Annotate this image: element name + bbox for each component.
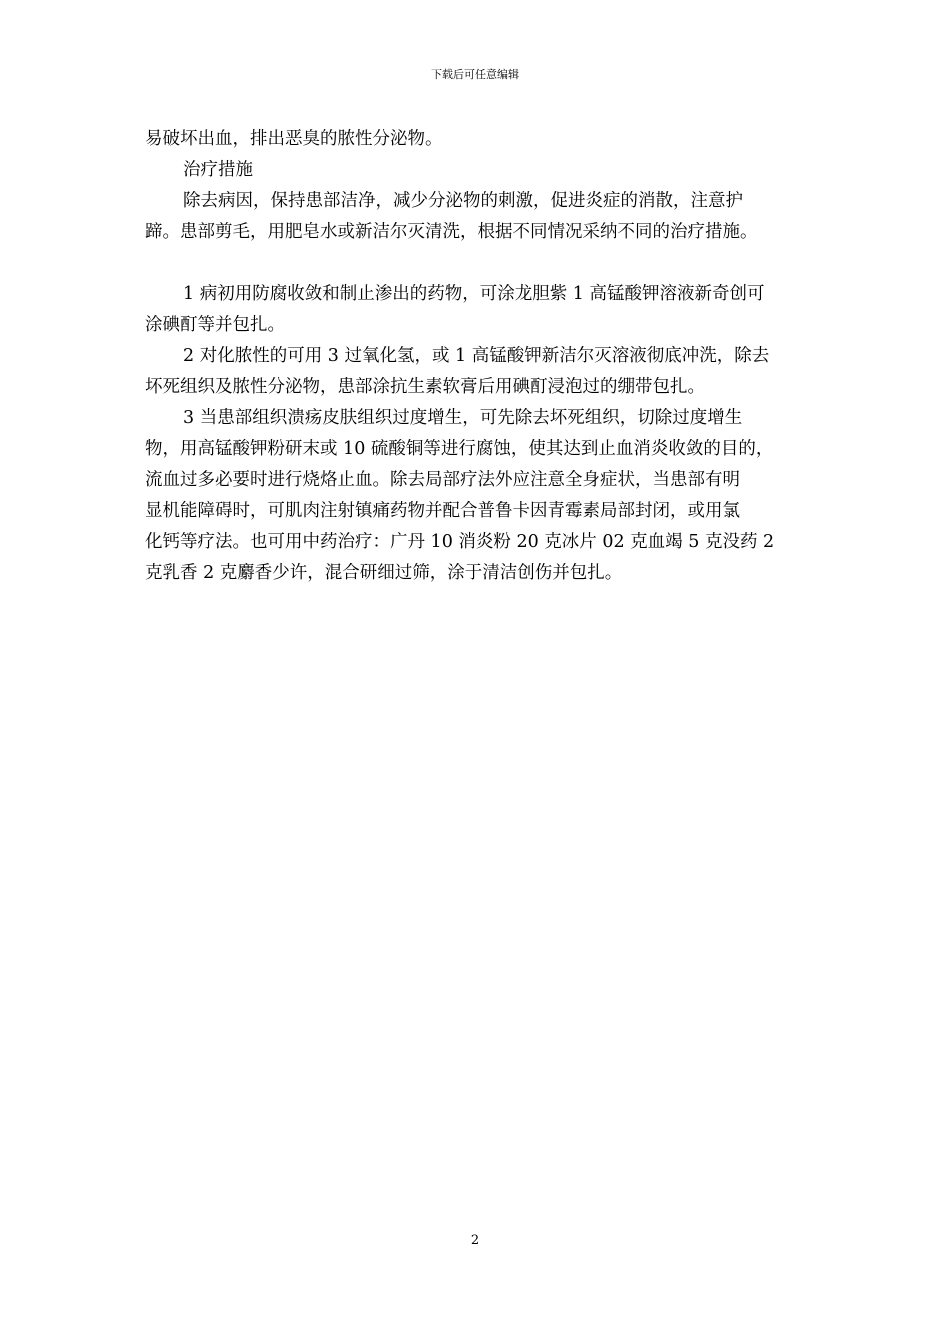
text-line: 蹄。患部剪毛，用肥皂水或新洁尔灭清洗，根据不同情况采纳不同的治疗措施。: [145, 222, 758, 242]
text-line: 3 当患部组织溃疡皮肤组织过度增生，可先除去坏死组织，切除过度增生: [183, 408, 743, 428]
paragraph-spacer: [145, 248, 827, 279]
text-line: 流血过多必要时进行烧烙止血。除去局部疗法外应注意全身症状，当患部有明: [145, 470, 740, 490]
text-line: 物，用高锰酸钾粉研末或 10 硫酸铜等进行腐蚀，使其达到止血消炎收敛的目的，: [145, 439, 774, 459]
text-line: 易破坏出血，排出恶臭的脓性分泌物。: [145, 129, 443, 149]
section-heading: 治疗措施: [183, 160, 253, 180]
text-line: 化钙等疗法。也可用中药治疗：广丹 10 消炎粉 20 克冰片 02 克血竭 5 克没药 2: [145, 532, 775, 552]
text-line: 2 对化脓性的可用 3 过氧化氢，或 1 高锰酸钾新洁尔灭溶液彻底冲洗，除去: [183, 346, 770, 366]
text-line: 1 病初用防腐收敛和制止渗出的药物，可涂龙胆紫 1 高锰酸钾溶液新奇创可: [183, 284, 765, 304]
text-line: 除去病因，保持患部洁净，减少分泌物的刺激，促进炎症的消散，注意护: [183, 191, 743, 211]
text-line: 坏死组织及脓性分泌物，患部涂抗生素软膏后用碘酊浸泡过的绷带包扎。: [145, 377, 705, 397]
text-line: 克乳香 2 克麝香少许，混合研细过筛，涂于清洁创伤并包扎。: [145, 563, 623, 583]
page-header: 下载后可任意编辑: [431, 68, 519, 81]
text-line: 涂碘酊等并包扎。: [145, 315, 285, 335]
document-body: [145, 124, 827, 589]
page-number: 2: [470, 1233, 480, 1248]
text-line: 显机能障碍时，可肌肉注射镇痛药物并配合普鲁卡因青霉素局部封闭，或用氯: [145, 501, 740, 521]
